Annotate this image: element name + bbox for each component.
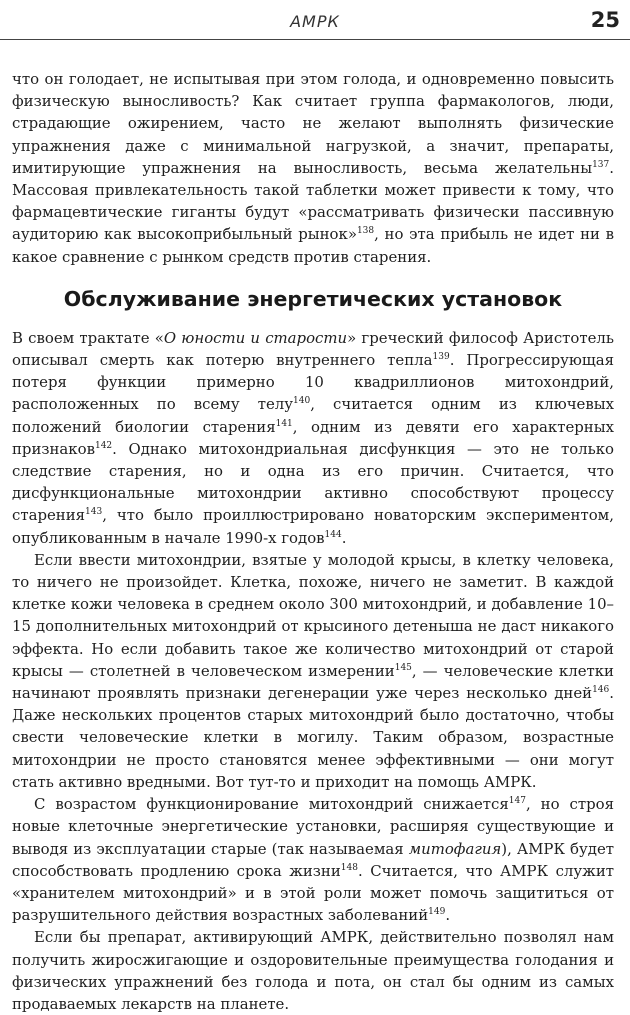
footnote-ref: 137 <box>592 159 610 170</box>
italic-text: митофагия <box>408 839 502 858</box>
text-run: . Считается, что АМРК служит «хранителем митохондрий» и в этой роли может помочь защититься от разрушительного действия возрастных заболеваний <box>12 861 614 925</box>
section-body <box>12 327 614 1015</box>
body-paragraph <box>12 926 614 1015</box>
text-run: . <box>341 528 347 547</box>
section-heading: Обслуживание энергетических установок <box>63 286 563 311</box>
footnote-ref: 138 <box>356 226 375 237</box>
text-run: что он голодает, не испытывая при этом голода, и одновременно повысить физическую выносливость? Как считает группа фармакологов, люди, страдающие ожирением, часто не желают выполнять физические упражнения даже с минимальной нагрузкой, а значит, препараты, имитирующие упражнения на выносливость, весьма желательны <box>12 70 614 177</box>
text-run: , но эта прибыль не идет ни в какое сравнение с рынком средств против старения. <box>12 225 615 266</box>
text-run: . Однако митохондриальная дисфункция — это не только следствие старения, но и одна из его причин. Считается, что дисфункциональные митохондрии активно способствуют процессу старения <box>12 439 614 525</box>
text-run: . Даже нескольких процентов старых митохондрий было достаточно, чтобы свести человеческие клетки в могилу. Таким образом, возрастные митохондрии не просто становятся менее эффективными — они могут стать активно вредными. Вот тут-то и приходит на помощь АМРК. <box>12 684 614 791</box>
footnote-ref: 143 <box>85 507 103 518</box>
footnote-ref: 149 <box>428 907 446 918</box>
text-run: , считается одним из ключевых положений биологии старения <box>12 395 614 436</box>
body-paragraph <box>12 549 614 793</box>
page-number: 25 <box>590 8 620 32</box>
text-run: » греческий философ Аристотель описывал смерть как потерю внутреннего тепла <box>12 328 614 370</box>
text-run: . Прогрессирующая потеря функции примерно 10 квадриллионов митохондрий, расположенных по всему телу <box>12 351 614 414</box>
page-content <box>12 68 614 1015</box>
italic-text: О юности и старости <box>163 328 348 347</box>
running-title: АМРК <box>290 12 340 31</box>
text-run: , что было проиллюстрировано новаторским экспериментом, опубликованным в начале 1990-х годов <box>12 506 614 547</box>
text-run: С возрастом функционирование митохондрий снижается <box>34 795 509 814</box>
footnote-ref: 139 <box>432 352 450 363</box>
text-run: . <box>445 906 451 925</box>
text-run: Если бы препарат, активирующий АМРК, действительно позволял нам получить жиросжигающие и оздоровительные преимущества голодания и физических упражнений без голода и пота, он стал бы одним из самых продаваемых лекарств на планете. <box>12 928 614 1013</box>
footnote-ref: 141 <box>275 418 293 429</box>
text-run: , — человеческие клетки начинают проявлять признаки дегенерации уже через несколько дней <box>12 661 614 703</box>
text-run: В своем трактате « <box>12 328 164 347</box>
text-run: ), АМРК будет способствовать продлению срока жизни <box>12 839 614 880</box>
footnote-ref: 147 <box>508 796 526 807</box>
footnote-ref: 142 <box>94 440 113 451</box>
footnote-ref: 148 <box>340 862 358 873</box>
text-run: , но строя новые клеточные энергетические установки, расширяя существующие и выводя из эксплуатации старые (так называемая <box>12 795 615 858</box>
text-run: . Массовая привлекательность такой таблетки может привести к тому, что фармацевтические гиганты будут «рассматривать физически пассивную аудиторию как высокоприбыльный рынок» <box>12 158 614 244</box>
text-run: , одним из девяти его характерных признаков <box>12 417 614 458</box>
body-paragraph <box>12 793 614 926</box>
intro-paragraph <box>12 68 614 268</box>
footnote-ref: 145 <box>394 662 412 673</box>
running-header <box>0 7 630 40</box>
footnote-ref: 144 <box>324 529 342 540</box>
footnote-ref: 146 <box>592 685 610 696</box>
body-paragraph <box>12 327 614 549</box>
text-run: Если ввести митохондрии, взятые у молодой крысы, в клетку человека, то ничего не произойдет. Клетка, похоже, ничего не заметит. В каждой клетке кожи человека в среднем около 300 митохондрий, и добавление 10–15 дополнительных митохондрий от крысиного детеныша не даст никакого эффекта. Но если добавить такое же количество митохондрий от старой крысы — столетней в человеческом измерении <box>12 550 614 680</box>
footnote-ref: 140 <box>293 396 311 407</box>
